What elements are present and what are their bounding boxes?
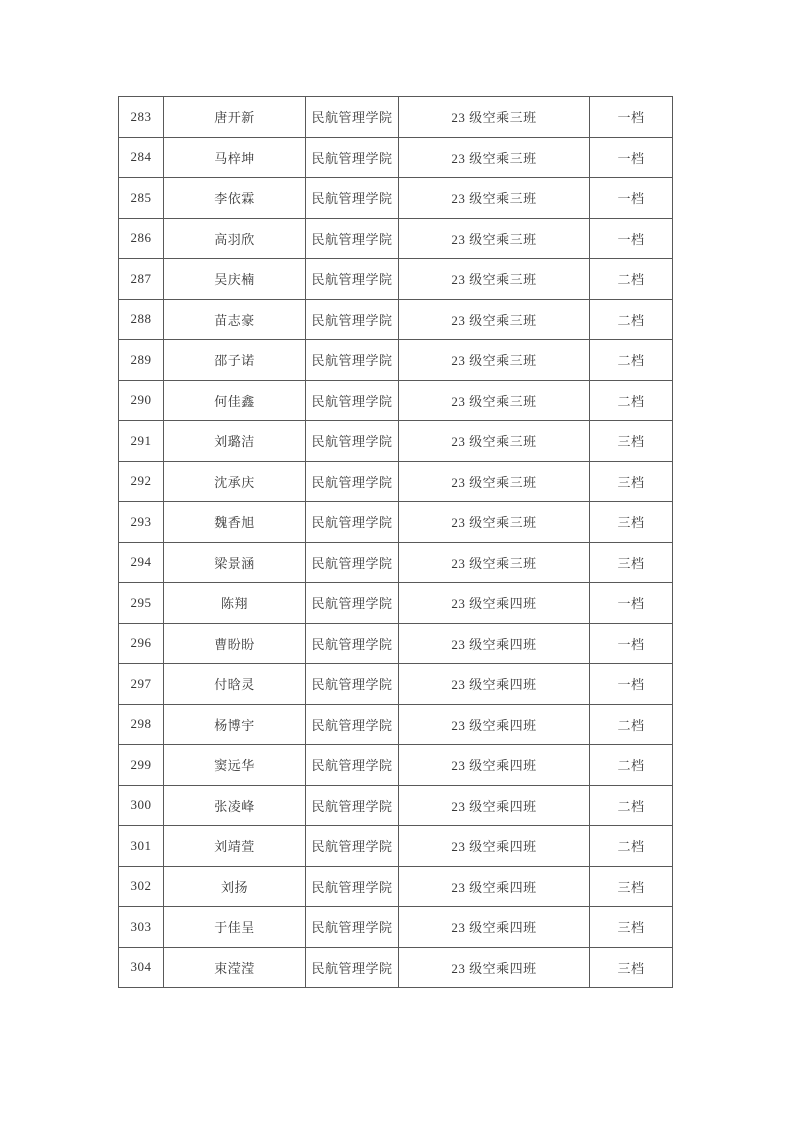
cell-level: 二档 <box>590 826 673 867</box>
cell-class: 23 级空乘四班 <box>399 583 590 624</box>
cell-class: 23 级空乘四班 <box>399 623 590 664</box>
cell-student-name: 刘扬 <box>164 866 306 907</box>
cell-class: 23 级空乘三班 <box>399 218 590 259</box>
cell-student-name: 高羽欣 <box>164 218 306 259</box>
cell-serial-number: 298 <box>119 704 164 745</box>
cell-student-name: 唐开新 <box>164 97 306 138</box>
table-row <box>119 259 673 300</box>
table-row <box>119 218 673 259</box>
cell-level: 三档 <box>590 421 673 462</box>
cell-class: 23 级空乘四班 <box>399 826 590 867</box>
cell-class: 23 级空乘四班 <box>399 907 590 948</box>
cell-class: 23 级空乘四班 <box>399 745 590 786</box>
table-row <box>119 907 673 948</box>
cell-college: 民航管理学院 <box>306 502 399 543</box>
table-row <box>119 704 673 745</box>
table-row <box>119 623 673 664</box>
student-roster-table <box>118 96 673 988</box>
table-row <box>119 502 673 543</box>
cell-college: 民航管理学院 <box>306 907 399 948</box>
cell-serial-number: 290 <box>119 380 164 421</box>
cell-level: 一档 <box>590 664 673 705</box>
cell-student-name: 刘璐洁 <box>164 421 306 462</box>
table-row <box>119 97 673 138</box>
cell-serial-number: 302 <box>119 866 164 907</box>
cell-class: 23 级空乘四班 <box>399 664 590 705</box>
cell-college: 民航管理学院 <box>306 664 399 705</box>
cell-class: 23 级空乘三班 <box>399 380 590 421</box>
cell-class: 23 级空乘三班 <box>399 137 590 178</box>
cell-serial-number: 284 <box>119 137 164 178</box>
cell-college: 民航管理学院 <box>306 299 399 340</box>
table-row <box>119 178 673 219</box>
cell-class: 23 级空乘四班 <box>399 947 590 988</box>
cell-class: 23 级空乘四班 <box>399 704 590 745</box>
cell-level: 二档 <box>590 340 673 381</box>
cell-college: 民航管理学院 <box>306 218 399 259</box>
cell-college: 民航管理学院 <box>306 137 399 178</box>
cell-serial-number: 288 <box>119 299 164 340</box>
table-row <box>119 299 673 340</box>
cell-class: 23 级空乘三班 <box>399 299 590 340</box>
cell-level: 二档 <box>590 704 673 745</box>
cell-student-name: 杨博宇 <box>164 704 306 745</box>
table-row <box>119 583 673 624</box>
cell-college: 民航管理学院 <box>306 826 399 867</box>
cell-student-name: 何佳鑫 <box>164 380 306 421</box>
cell-level: 三档 <box>590 542 673 583</box>
cell-student-name: 苗志豪 <box>164 299 306 340</box>
table-row <box>119 947 673 988</box>
cell-class: 23 级空乘三班 <box>399 421 590 462</box>
cell-level: 二档 <box>590 785 673 826</box>
cell-class: 23 级空乘三班 <box>399 178 590 219</box>
cell-student-name: 邵子诺 <box>164 340 306 381</box>
roster-body <box>119 97 673 988</box>
cell-serial-number: 286 <box>119 218 164 259</box>
cell-student-name: 李依霖 <box>164 178 306 219</box>
table-row <box>119 745 673 786</box>
cell-college: 民航管理学院 <box>306 340 399 381</box>
cell-serial-number: 289 <box>119 340 164 381</box>
cell-serial-number: 303 <box>119 907 164 948</box>
cell-class: 23 级空乘三班 <box>399 542 590 583</box>
cell-college: 民航管理学院 <box>306 947 399 988</box>
cell-serial-number: 287 <box>119 259 164 300</box>
cell-student-name: 沈承庆 <box>164 461 306 502</box>
cell-student-name: 付晗灵 <box>164 664 306 705</box>
cell-student-name: 窦远华 <box>164 745 306 786</box>
cell-level: 一档 <box>590 178 673 219</box>
cell-level: 一档 <box>590 623 673 664</box>
cell-class: 23 级空乘四班 <box>399 785 590 826</box>
cell-serial-number: 283 <box>119 97 164 138</box>
cell-class: 23 级空乘三班 <box>399 340 590 381</box>
cell-student-name: 于佳呈 <box>164 907 306 948</box>
cell-student-name: 马梓坤 <box>164 137 306 178</box>
cell-serial-number: 304 <box>119 947 164 988</box>
cell-serial-number: 300 <box>119 785 164 826</box>
cell-serial-number: 294 <box>119 542 164 583</box>
table-row <box>119 340 673 381</box>
cell-college: 民航管理学院 <box>306 623 399 664</box>
cell-student-name: 曹盼盼 <box>164 623 306 664</box>
cell-serial-number: 297 <box>119 664 164 705</box>
cell-college: 民航管理学院 <box>306 380 399 421</box>
cell-level: 一档 <box>590 97 673 138</box>
cell-level: 一档 <box>590 218 673 259</box>
cell-serial-number: 291 <box>119 421 164 462</box>
cell-student-name: 魏香旭 <box>164 502 306 543</box>
cell-college: 民航管理学院 <box>306 583 399 624</box>
cell-serial-number: 293 <box>119 502 164 543</box>
cell-level: 一档 <box>590 137 673 178</box>
cell-serial-number: 296 <box>119 623 164 664</box>
cell-level: 三档 <box>590 907 673 948</box>
cell-college: 民航管理学院 <box>306 421 399 462</box>
table-row <box>119 461 673 502</box>
table-row <box>119 137 673 178</box>
cell-class: 23 级空乘四班 <box>399 866 590 907</box>
table-row <box>119 542 673 583</box>
cell-college: 民航管理学院 <box>306 259 399 300</box>
cell-level: 二档 <box>590 299 673 340</box>
cell-serial-number: 292 <box>119 461 164 502</box>
cell-student-name: 吴庆楠 <box>164 259 306 300</box>
cell-level: 三档 <box>590 866 673 907</box>
cell-student-name: 梁景涵 <box>164 542 306 583</box>
cell-college: 民航管理学院 <box>306 178 399 219</box>
cell-college: 民航管理学院 <box>306 866 399 907</box>
table-row <box>119 826 673 867</box>
cell-serial-number: 301 <box>119 826 164 867</box>
cell-serial-number: 285 <box>119 178 164 219</box>
table-row <box>119 421 673 462</box>
cell-class: 23 级空乘三班 <box>399 259 590 300</box>
cell-level: 二档 <box>590 259 673 300</box>
cell-college: 民航管理学院 <box>306 704 399 745</box>
cell-level: 三档 <box>590 947 673 988</box>
table-row <box>119 664 673 705</box>
cell-level: 一档 <box>590 583 673 624</box>
cell-college: 民航管理学院 <box>306 461 399 502</box>
cell-student-name: 张凌峰 <box>164 785 306 826</box>
cell-student-name: 束滢滢 <box>164 947 306 988</box>
table-row <box>119 785 673 826</box>
cell-class: 23 级空乘三班 <box>399 461 590 502</box>
cell-level: 二档 <box>590 380 673 421</box>
cell-student-name: 陈翔 <box>164 583 306 624</box>
cell-college: 民航管理学院 <box>306 542 399 583</box>
cell-college: 民航管理学院 <box>306 785 399 826</box>
table-row <box>119 380 673 421</box>
cell-serial-number: 295 <box>119 583 164 624</box>
cell-college: 民航管理学院 <box>306 97 399 138</box>
cell-class: 23 级空乘三班 <box>399 502 590 543</box>
table-row <box>119 866 673 907</box>
cell-level: 二档 <box>590 745 673 786</box>
cell-student-name: 刘靖萱 <box>164 826 306 867</box>
cell-level: 三档 <box>590 502 673 543</box>
cell-level: 三档 <box>590 461 673 502</box>
cell-class: 23 级空乘三班 <box>399 97 590 138</box>
cell-college: 民航管理学院 <box>306 745 399 786</box>
cell-serial-number: 299 <box>119 745 164 786</box>
